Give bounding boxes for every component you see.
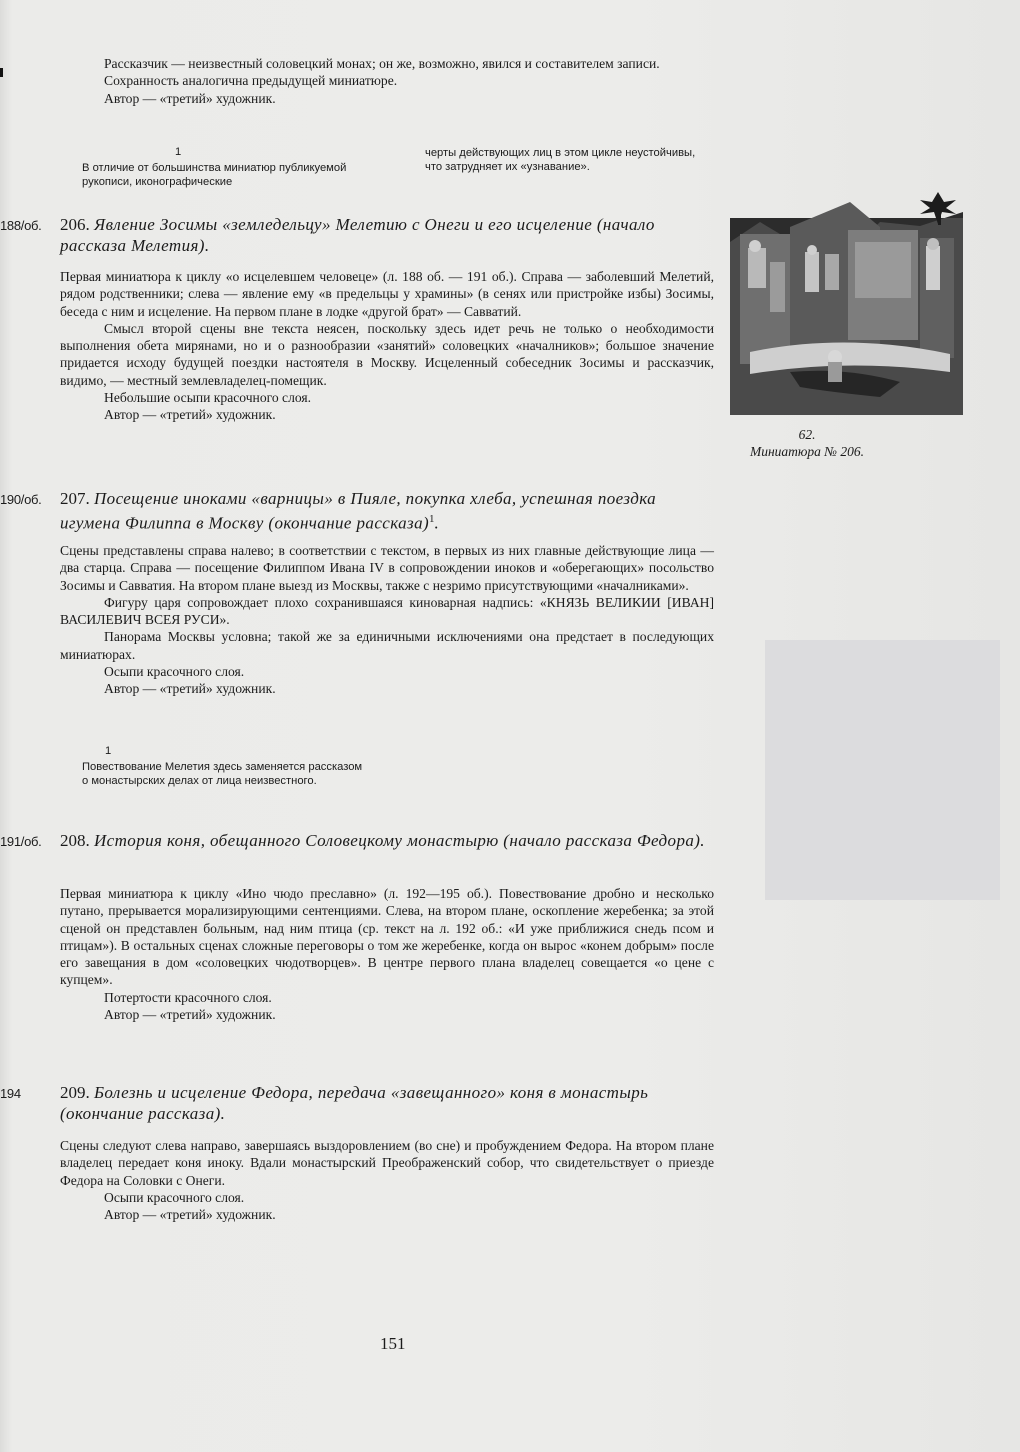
- margin-reference: 194: [0, 1086, 21, 1101]
- entry-title: Болезнь и исцеление Федора, передача «завещанного» коня в монастырь (окончание рассказа).: [60, 1083, 649, 1123]
- paragraph: Потертости красочного слоя.: [104, 989, 272, 1005]
- paragraph: Панорама Москвы условна; такой же за единичными исключениями она предстает в последующих миниатюрах.: [60, 629, 714, 662]
- caption-text: Миниатюра № 206.: [749, 444, 865, 459]
- margin-reference: 191/об.: [0, 834, 42, 849]
- paragraph: Автор — «третий» художник.: [104, 90, 276, 106]
- footnote-text: Повествование Мелетия здесь заменяется рассказом о монастырских делах от лица неизвестного.: [82, 761, 363, 787]
- entry-heading: [60, 214, 720, 256]
- paragraph: Первая миниатюра к циклу «Ино чюдо преславно» (л. 192—195 об.). Повествование дробно и несколько путано, прерывается морализирующими сентенциями. Слева, на втором плане, оскопление жеребенка; за этой сценой он представлен больным, над ним птица (ср. текст на л. 192 об.: «И уже приближися снедь псом и птицам»). В остальных сценах сложные переговоры о том же жеребенке, когда он вырос «конем добрым» после его завещания в дом «соловецких чюдотворцев». В центре первого плана владелец совещается «о цене с купцем».: [60, 886, 714, 988]
- paragraph: Автор — «третий» художник.: [104, 407, 276, 423]
- paragraph: Осыпи красочного слоя.: [104, 1189, 245, 1205]
- scan-shadow: [765, 640, 1000, 900]
- paragraph: Небольшие осыпи красочного слоя.: [104, 390, 312, 406]
- entry-number: 208.: [60, 831, 90, 850]
- paragraph: Сцены представлены справа налево; в соответствии с текстом, в первых из них главные действующие лица — два старца. Справа — посещение Филиппом Ивана IV в сопровождении иноков и «оберегающих» посольство Зосимы и Савватия. На втором плане выезд из Москвы, также с незримо присутствующими «началниками».: [60, 543, 714, 593]
- entry-body: [60, 885, 714, 1023]
- entry-number: 206.: [60, 215, 90, 234]
- page-number: 151: [380, 1334, 406, 1353]
- entry-number: 209.: [60, 1083, 90, 1102]
- footnote-number: 1: [105, 745, 112, 757]
- paragraph: Сохранность аналогична предыдущей миниатюре.: [104, 73, 398, 89]
- footnote-text-right: черты действующих лиц в этом цикле неустойчивы, что затрудняет их «узнавание».: [425, 147, 696, 173]
- paragraph: Автор — «третий» художник.: [104, 681, 276, 697]
- paragraph: Смысл второй сцены вне текста неясен, поскольку здесь идет речь не только о необходимости выполнения обета мирянами, но и о разнообразии «занятий» соловецких «началников»; большое значение придается исходу будущей поездки настоятеля в Москву. Исцеленный собеседник Зосимы и рассказчик, видимо, — местный землевладелец-помещик.: [60, 320, 714, 388]
- paragraph: Сцены следуют слева направо, завершаясь выздоровлением (во сне) и пробуждением Федора. На втором плане владелец передает коня иноку. Вдали монастырский Преображенский собор, что свидетельствует о приезде Федора на Соловки с Онеги.: [60, 1138, 714, 1188]
- paragraph: Первая миниатюра к циклу «о исцелевшем человеце» (л. 188 об. — 191 об.). Справа — заболевший Мелетий, рядом родственники; слева — явление ему «в предельцы у храмины» (в сенях или пристройке избы) Зосимы, беседа с ним и исцеление. На первом плане в лодке «другой брат» — Савватий.: [60, 269, 714, 319]
- entry-number: 207.: [60, 489, 90, 508]
- footnote-marker: 1: [429, 513, 435, 525]
- paragraph: Рассказчик — неизвестный соловецкий монах; он же, возможно, явился и составителем записи.: [104, 56, 660, 71]
- entry-body: [60, 1137, 714, 1223]
- paragraph: Автор — «третий» художник.: [104, 1207, 276, 1223]
- entry-body: [60, 268, 714, 424]
- scan-mark: [0, 68, 3, 77]
- entry-heading: [60, 830, 720, 851]
- footnote-text-left: В отличие от большинства миниатюр публикуемой рукописи, иконографические: [82, 162, 347, 188]
- paragraph: Осыпи красочного слоя.: [104, 664, 245, 680]
- margin-reference: 188/об.: [0, 218, 42, 233]
- entry-heading: [60, 1082, 720, 1124]
- caption-number: 62.: [798, 427, 816, 442]
- top-block: [60, 55, 714, 107]
- entry-heading: 207. Посещение иноками «варницы» в Пияле, покупка хлеба, успешная поездка игумена Филиппа в Москву (окончание рассказа)$^1$.: [60, 489, 657, 533]
- entry-title: Посещение иноками «варницы» в Пияле, покупка хлеба, успешная поездка игумена Филиппа в Москву (окончание рассказа): [60, 489, 657, 533]
- entry-body: [60, 542, 714, 698]
- figure-caption: [732, 426, 882, 460]
- entry-title: Явление Зосимы «земледельцу» Мелетию с Онеги и его исцеление (начало рассказа Мелетия).: [60, 215, 655, 255]
- margin-reference: 190/об.: [0, 492, 42, 507]
- paragraph: Фигуру царя сопровождает плохо сохранившаяся киноварная надпись: «КНЯЗЬ ВЕЛИКИИ [ИВАН] ВАСИЛЕВИЧ ВСЕЯ РУСИ».: [60, 594, 714, 628]
- entry-title: История коня, обещанного Соловецкому монастырю (начало рассказа Федора).: [94, 831, 705, 850]
- paragraph: Автор — «третий» художник.: [104, 1007, 276, 1023]
- footnote-number: 1: [175, 146, 182, 158]
- miniature-image: [730, 182, 963, 415]
